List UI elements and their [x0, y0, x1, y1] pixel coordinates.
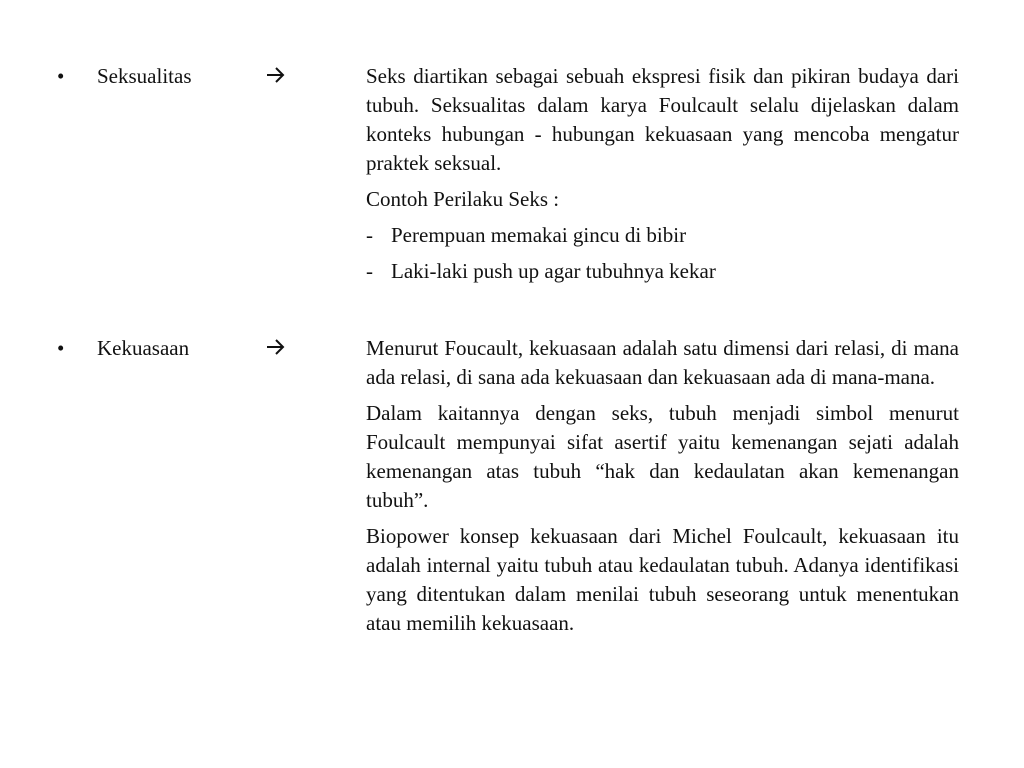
definition-paragraph: Seks diartikan sebagai sebuah ekspresi fisik dan pikiran budaya dari tubuh. Seksualitas dalam karya Foulcault selalu dijelaskan dalam konteks hubungan - hubungan kekuasaan yang mencoba mengatur praktek seksual. [366, 64, 959, 175]
definition-paragraph: Menurut Foucault, kekuasaan adalah satu dimensi dari relasi, di mana ada relasi, di sana ada kekuasaan dan kekuasaan ada di mana-mana. [366, 336, 959, 389]
bullet: • [57, 336, 65, 360]
list-item-text: Laki-laki push up agar tubuhnya kekar [391, 259, 716, 283]
list-item [366, 257, 959, 286]
list-item-text: Perempuan memakai gincu di bibir [391, 223, 687, 247]
list-item [366, 221, 959, 250]
right-arrow-icon [266, 334, 286, 356]
term-label: Kekuasaan [97, 336, 190, 360]
definition-paragraph: Biopower konsep kekuasaan dari Michel Foulcault, kekuasaan itu adalah internal yaitu tubuh atau kedaulatan tubuh. Adanya identifikasi yang ditentukan dalam menilai tubuh seseorang untuk menentukan atau memilih kekuasaan. [366, 524, 959, 635]
bullet: • [57, 64, 65, 88]
term-label: Seksualitas [97, 64, 192, 88]
definition-paragraph: Dalam kaitannya dengan seks, tubuh menjadi simbol menurut Foulcault mempunyai sifat asertif yaitu kemenangan sejati adalah kemenangan atas tubuh “hak dan kedaulatan akan kemenangan tubuh”. [366, 401, 959, 512]
dash-marker: - [366, 259, 373, 283]
definition-content [366, 334, 959, 645]
right-arrow-icon [266, 62, 286, 84]
definition-content [366, 62, 959, 293]
dash-marker: - [366, 223, 373, 247]
example-heading: Contoh Perilaku Seks : [366, 187, 560, 211]
